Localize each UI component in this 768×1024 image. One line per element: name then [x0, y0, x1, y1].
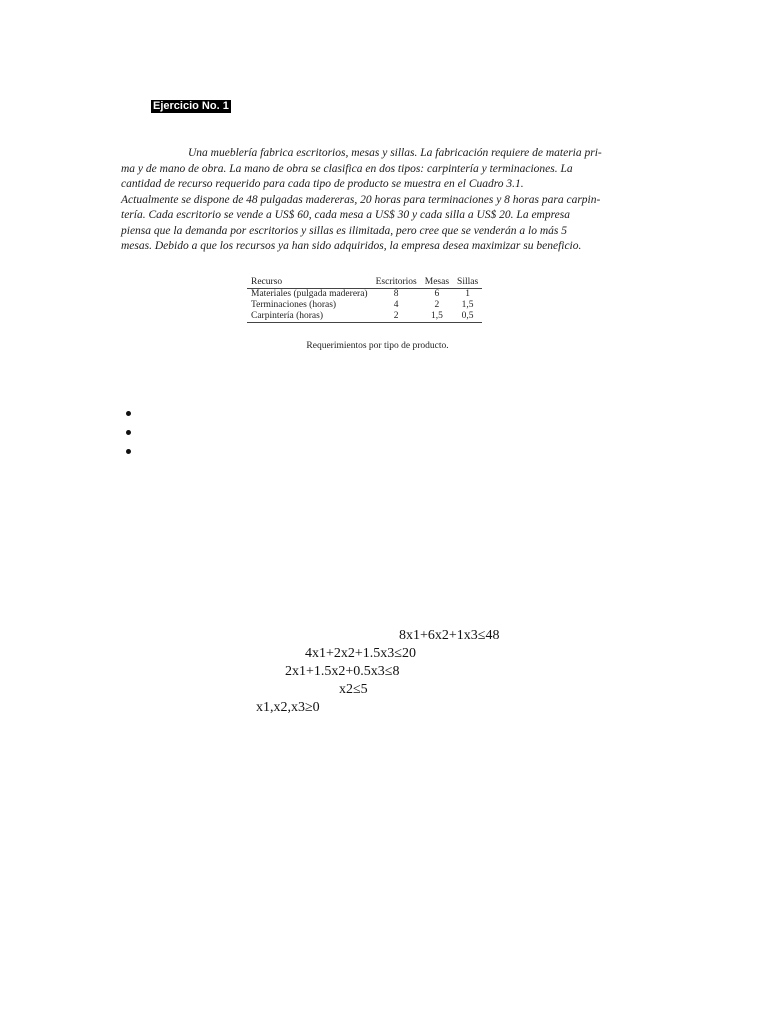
table-header-row — [247, 276, 482, 289]
bullet-icon — [126, 411, 131, 416]
constraint-materials: 8x1+6x2+1x3≤48 — [399, 628, 500, 643]
problem-line: Una mueblería fabrica escritorios, mesas y sillas. La fabricación requiere de materia pri- — [188, 147, 602, 159]
problem-line: Actualmente se dispone de 48 pulgadas madereras, 20 horas para terminaciones y 8 horas para carpin- — [121, 193, 601, 206]
table-caption: Requerimientos por tipo de producto. — [306, 341, 449, 351]
column-header: Sillas — [453, 276, 482, 289]
constraint-finishing: 4x1+2x2+1.5x3≤20 — [305, 646, 416, 661]
exercise-title: Ejercicio No. 1 — [153, 100, 229, 112]
table-cell: 6 — [434, 289, 440, 299]
table-cell: 1,5 — [421, 311, 453, 323]
bullet-icon — [126, 430, 131, 435]
bullet-icon — [126, 449, 131, 454]
problem-line: piensa que la demanda por escritorios y sillas es ilimitada, pero cree que se venderán a lo más 5 — [121, 224, 567, 237]
table-cell: 8 — [393, 289, 399, 299]
table-cell: 2 — [372, 311, 421, 323]
table-row — [247, 300, 482, 311]
table-row — [247, 289, 482, 301]
constraint-nonnegativity: x1,x2,x3≥0 — [256, 700, 320, 715]
table-cell: Carpintería (horas) — [247, 311, 372, 323]
table-cell: Terminaciones (horas) — [251, 300, 337, 310]
table-cell: 4 — [393, 300, 399, 310]
table-cell: Materiales (pulgada maderera) — [251, 289, 368, 299]
problem-line: cantidad de recurso requerido para cada tipo de producto se muestra en el Cuadro 3.1. — [121, 178, 524, 190]
column-header: Mesas — [421, 276, 453, 289]
column-header: Recurso — [247, 276, 372, 289]
problem-line: tería. Cada escritorio se vende a US$ 60, cada mesa a US$ 30 y cada silla a US$ 20. La empresa — [121, 209, 570, 221]
table-cell: 2 — [434, 300, 440, 310]
table-cell: 1 — [465, 289, 470, 299]
constraint-carpentry: 2x1+1.5x2+0.5x3≤8 — [285, 664, 400, 679]
problem-line: ma y de mano de obra. La mano de obra se clasifica en dos tipos: carpintería y terminaciones. La — [121, 162, 573, 175]
table-cell: 0,5 — [453, 311, 482, 323]
problem-statement — [121, 146, 642, 255]
constraint-tables-demand: x2≤5 — [339, 682, 368, 697]
table-cell: 1,5 — [461, 300, 474, 310]
problem-line: mesas. Debido a que los recursos ya han sido adquiridos, la empresa desea maximizar su beneficio. — [121, 240, 582, 252]
column-header: Escritorios — [372, 276, 421, 289]
resource-table — [247, 276, 482, 323]
table-row — [247, 311, 482, 323]
